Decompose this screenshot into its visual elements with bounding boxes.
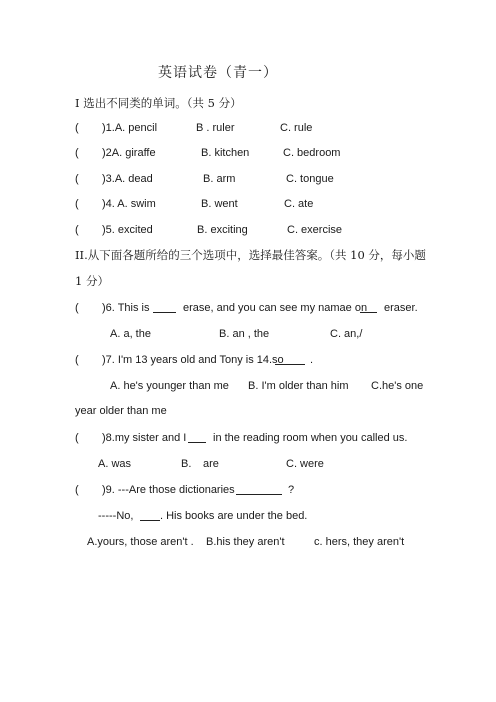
option-b: B. arm [203, 173, 236, 185]
reply-text: . His books are under the bed. [160, 510, 308, 522]
option-b: B . ruler [196, 122, 235, 134]
answer-blank[interactable] [275, 353, 305, 365]
answer-blank[interactable] [140, 509, 160, 521]
option-c: C. were [286, 458, 324, 470]
option-c: C. ate [284, 198, 314, 210]
option-b: B. an , the [219, 328, 270, 340]
section1-heading: I 选出不同类的单词。（共 5 分） [75, 96, 242, 110]
answer-blank[interactable] [188, 431, 206, 443]
question-text: )7. I'm 13 years old and Tony is 14.so [102, 354, 284, 366]
answer-paren[interactable]: ( [75, 484, 79, 496]
answer-paren[interactable]: ( [75, 354, 79, 366]
option-c: c. hers, they aren't [314, 536, 405, 548]
option-a: A. he's younger than me [110, 380, 229, 392]
option-c: C. rule [280, 122, 313, 134]
option-b: B. I'm older than him [248, 380, 349, 392]
option-a: )1.A. pencil [102, 122, 158, 134]
answer-paren[interactable]: ( [75, 173, 79, 185]
answer-paren[interactable]: ( [75, 147, 79, 159]
answer-paren[interactable]: ( [75, 432, 79, 444]
option-b-text: are [203, 458, 219, 470]
option-b: B. kitchen [201, 147, 250, 159]
option-b: B. [181, 458, 192, 470]
answer-blank[interactable] [360, 301, 377, 313]
answer-paren[interactable]: ( [75, 302, 79, 314]
option-c: C. an,/ [330, 328, 363, 340]
answer-paren[interactable]: ( [75, 122, 79, 134]
section2-heading: II.从下面各题所给的三个选项中，选择最佳答案。（共 10 分，每小题 [75, 248, 426, 262]
option-c: C. tongue [286, 173, 334, 185]
question-text: )6. This is [102, 302, 150, 314]
option-a: )3.A. dead [102, 173, 153, 185]
question-text: eraser. [384, 302, 418, 314]
answer-paren[interactable]: ( [75, 224, 79, 236]
option-c: C. bedroom [283, 147, 341, 159]
answer-paren[interactable]: ( [75, 198, 79, 210]
question-text: )8.my sister and I [102, 432, 187, 444]
question-text: in the reading room when you called us. [213, 432, 408, 444]
question-text: erase, and you can see my namae on [183, 302, 368, 314]
option-a: )5. excited [102, 224, 153, 236]
page-title: 英语试卷（青一） [158, 65, 278, 81]
option-b: B.his they aren't [206, 536, 285, 548]
option-a: )2A. giraffe [102, 147, 156, 159]
option-a: )4. A. swim [102, 198, 156, 210]
section2-heading-cont: 1 分） [75, 274, 109, 288]
question-text: ? [288, 484, 295, 496]
option-a: A. was [98, 458, 132, 470]
option-c: C. exercise [287, 224, 343, 236]
option-c-cont: year older than me [75, 405, 167, 417]
question-text: . [310, 354, 314, 366]
option-c: C.he's one [371, 380, 424, 392]
answer-blank[interactable] [153, 301, 176, 313]
option-b: B. went [201, 198, 238, 210]
question-text: )9. ---Are those dictionaries [102, 484, 235, 496]
option-a: A.yours, those aren't . [87, 536, 194, 548]
option-b: B. exciting [197, 224, 248, 236]
reply-text: -----No, [98, 510, 134, 522]
option-a: A. a, the [110, 328, 151, 340]
answer-blank[interactable] [236, 483, 282, 495]
